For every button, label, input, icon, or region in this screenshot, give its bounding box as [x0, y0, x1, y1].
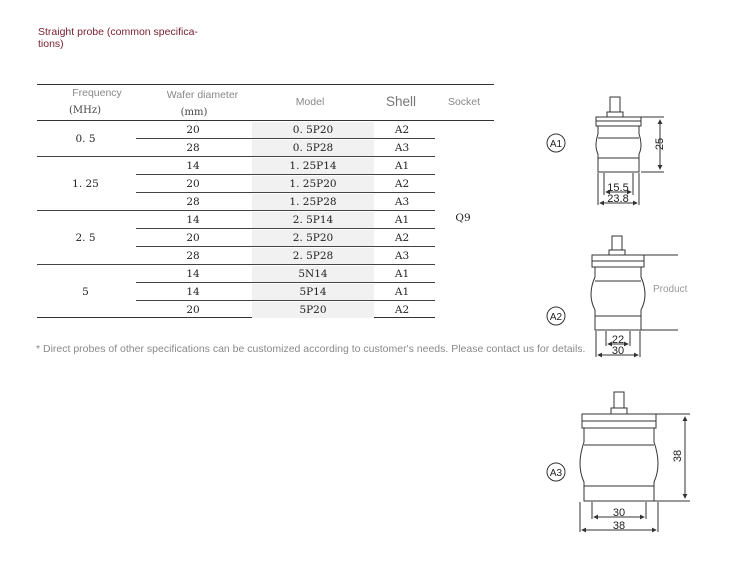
a3-outer-diameter: 38 — [612, 520, 626, 532]
a2-outer-diameter: 30 — [611, 345, 625, 357]
header-wafer-diameter: Wafer diameter — [166, 89, 239, 101]
shell-cell: A2 — [394, 124, 410, 136]
wafer-cell: 28 — [186, 196, 200, 208]
wafer-cell: 20 — [186, 232, 200, 244]
model-cell: 2. 5P20 — [292, 232, 334, 244]
wafer-cell: 28 — [186, 142, 200, 154]
a2-inner-diameter: 22 — [611, 334, 625, 346]
socket-value: Q9 — [455, 212, 471, 224]
a1-inner-diameter: 15.5 — [607, 182, 629, 194]
header-frequency-unit: (MHz) — [68, 105, 102, 116]
shell-cell: A2 — [394, 232, 410, 244]
a1-outer-diameter: 23.8 — [607, 193, 629, 205]
wafer-cell: 20 — [186, 178, 200, 190]
frequency-cell: 5 — [82, 286, 89, 298]
a3-label: A3 — [549, 468, 563, 479]
header-socket: Socket — [447, 96, 481, 108]
wafer-cell: 20 — [186, 304, 200, 316]
wafer-cell: 20 — [186, 124, 200, 136]
diagram-a3 — [547, 392, 690, 532]
header-model: Model — [295, 96, 325, 108]
model-cell: 5N14 — [298, 268, 328, 280]
model-cell: 1. 25P28 — [289, 196, 337, 208]
model-cell: 2. 5P14 — [292, 214, 334, 226]
model-cell: 0. 5P20 — [292, 124, 334, 136]
shell-cell: A2 — [394, 304, 410, 316]
shell-cell: A2 — [394, 178, 410, 190]
a3-inner-diameter: 30 — [612, 507, 626, 519]
wafer-cell: 28 — [186, 250, 200, 262]
model-cell: 0. 5P28 — [292, 142, 334, 154]
model-cell: 5P20 — [299, 304, 327, 316]
diagram-a2 — [547, 236, 688, 357]
model-cell: 1. 25P20 — [289, 178, 337, 190]
section-title-line-1: Straight probe (common specifica- — [38, 26, 198, 38]
header-shell: Shell — [385, 94, 417, 109]
wafer-cell: 14 — [186, 160, 200, 172]
footnote: * Direct probes of other specifications can be customized according to customer's needs. Please contact us for details. — [36, 343, 586, 355]
frequency-cell: 2. 5 — [75, 232, 96, 244]
a3-height-label: 38 — [672, 449, 684, 463]
header-wafer-unit: (mm) — [180, 107, 208, 118]
section-title-line-2: tions) — [38, 38, 64, 50]
model-cell: 5P14 — [299, 286, 327, 298]
frequency-cell: 1. 25 — [72, 178, 99, 190]
wafer-cell: 14 — [186, 268, 200, 280]
model-cell: 1. 25P14 — [289, 160, 337, 172]
a1-height-label: 25 — [654, 137, 666, 151]
frequency-cell: 0. 5 — [75, 133, 96, 145]
shell-cell: A1 — [394, 214, 410, 226]
shell-cell: A1 — [394, 286, 410, 298]
wafer-cell: 14 — [186, 286, 200, 298]
diagram-a1 — [547, 97, 666, 205]
wafer-cell: 14 — [186, 214, 200, 226]
a1-label: A1 — [549, 139, 563, 150]
a2-watermark: Product — [653, 284, 688, 295]
model-cell: 2. 5P28 — [292, 250, 334, 262]
shell-cell: A1 — [394, 268, 410, 280]
shell-cell: A3 — [394, 142, 410, 154]
header-frequency: Frequency — [72, 87, 122, 99]
shell-cell: A3 — [394, 250, 410, 262]
shell-cell: A3 — [394, 196, 410, 208]
shell-cell: A1 — [394, 160, 410, 172]
a2-label: A2 — [549, 312, 563, 323]
